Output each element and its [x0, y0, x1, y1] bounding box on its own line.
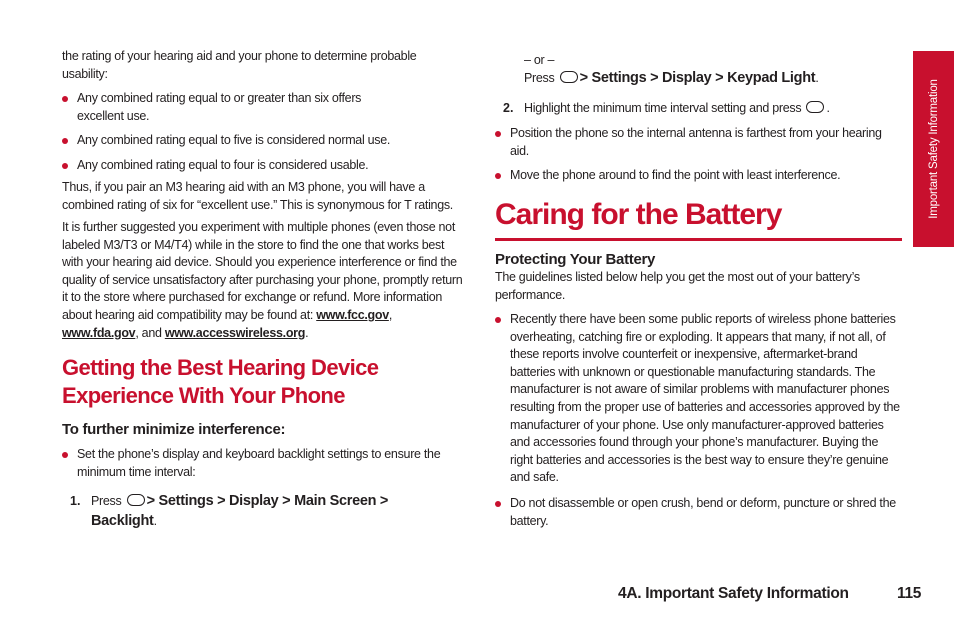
antenna-bullet-2: Move the phone around to find the point with least interference. [510, 167, 902, 185]
period: . [826, 101, 830, 115]
press-label: Press [91, 494, 122, 508]
page-number: 115 [897, 585, 922, 602]
step-2-text [524, 100, 894, 118]
backlight-bullet: Set the phone’s display and keyboard backlight settings to ensure the minimum time interval: [77, 446, 464, 481]
interference-subheading: To further minimize interference: [62, 421, 286, 438]
separator: , and [135, 325, 165, 340]
step-1-number: 1. [70, 494, 81, 508]
link-fcc[interactable]: www.fcc.gov [316, 307, 389, 322]
hearing-heading-line-1: Getting the Best Hearing Device [62, 355, 379, 380]
oval-key-icon [560, 71, 578, 83]
or-separator: – or – [524, 53, 555, 67]
step-1-text [91, 492, 411, 531]
intro-text: the rating of your hearing aid and your phone to determine probable usability: [62, 49, 417, 81]
keypad-instruction [524, 70, 884, 88]
side-tab-label: Important Safety Information [927, 79, 940, 219]
suggest-paragraph [62, 219, 464, 342]
oval-key-icon [806, 101, 824, 113]
period: . [305, 325, 309, 340]
rating-bullet-3: Any combined rating equal to four is considered usable. [77, 157, 417, 175]
rating-bullet-2: Any combined rating equal to five is considered normal use. [77, 132, 417, 150]
footer-section-title: 4A. Important Safety Information [618, 585, 849, 602]
keypad-menu-path: > Settings > Display > Keypad Light [579, 70, 816, 86]
step-2-number: 2. [503, 101, 514, 115]
press-label: Press [524, 71, 555, 85]
battery-intro: The guidelines listed below help you get the most out of your battery’s performance. [495, 270, 860, 302]
period: . [815, 71, 819, 85]
hearing-heading-line-2: Experience With Your Phone [62, 383, 345, 408]
battery-bullet-1: Recently there have been some public reports of wireless phone batteries overheating, catching fire or exploding. It appears that many, if not all, of these reports involve counterfeit or inexpensive, aftermarket-brand batteries with unknown or questionable manufacturing standards. The manufacturer is not aware of similar problems with manufacturer phones resulting from the proper use of batteries and accessories approved by the manufacturer of your phone. Use only manufacturer-approved batteries and accessories found through your phone’s manufacturer. Buying the right batteries and accessories is the best way to ensure they’re genuine and safe. [510, 311, 902, 487]
rating-bullet-1: Any combined rating equal to or greater than six offers excellent use. [77, 90, 367, 125]
heading-rule [495, 238, 902, 241]
battery-heading: Caring for the Battery [495, 198, 782, 231]
thus-paragraph: Thus, if you pair an M3 hearing aid with an M3 phone, you will have a combined rating of six for “excellent use.” This is synonymous for T ratings. [62, 180, 453, 212]
suggest-text: It is further suggested you experiment with multiple phones (even those not labeled M3/T3 or M4/T4) while in the store to find the one that works best with your hearing aid device. Should you experience interference or find the quality of service unsatisfactory after purchasing your phone, promptly return it to the store where purchased for exchange or refund. More information about hearing aid compatibility may be found at: [62, 220, 463, 322]
protecting-subheading: Protecting Your Battery [495, 251, 656, 268]
link-fda[interactable]: www.fda.gov [62, 325, 136, 340]
oval-key-icon [127, 494, 145, 506]
antenna-bullet-1: Position the phone so the internal antenna is farthest from your hearing aid. [510, 125, 902, 160]
period: . [153, 513, 157, 528]
battery-bullet-2: Do not disassemble or open crush, bend or deform, puncture or shred the battery. [510, 495, 902, 530]
section-side-tab [913, 51, 954, 247]
separator: , [388, 307, 393, 322]
link-accesswireless[interactable]: www.accesswireless.org [164, 325, 306, 340]
step-1-menu-path: > Settings > Display > Main Screen > Backlight [91, 493, 389, 529]
step-2-label: Highlight the minimum time interval setting and press [524, 101, 802, 115]
